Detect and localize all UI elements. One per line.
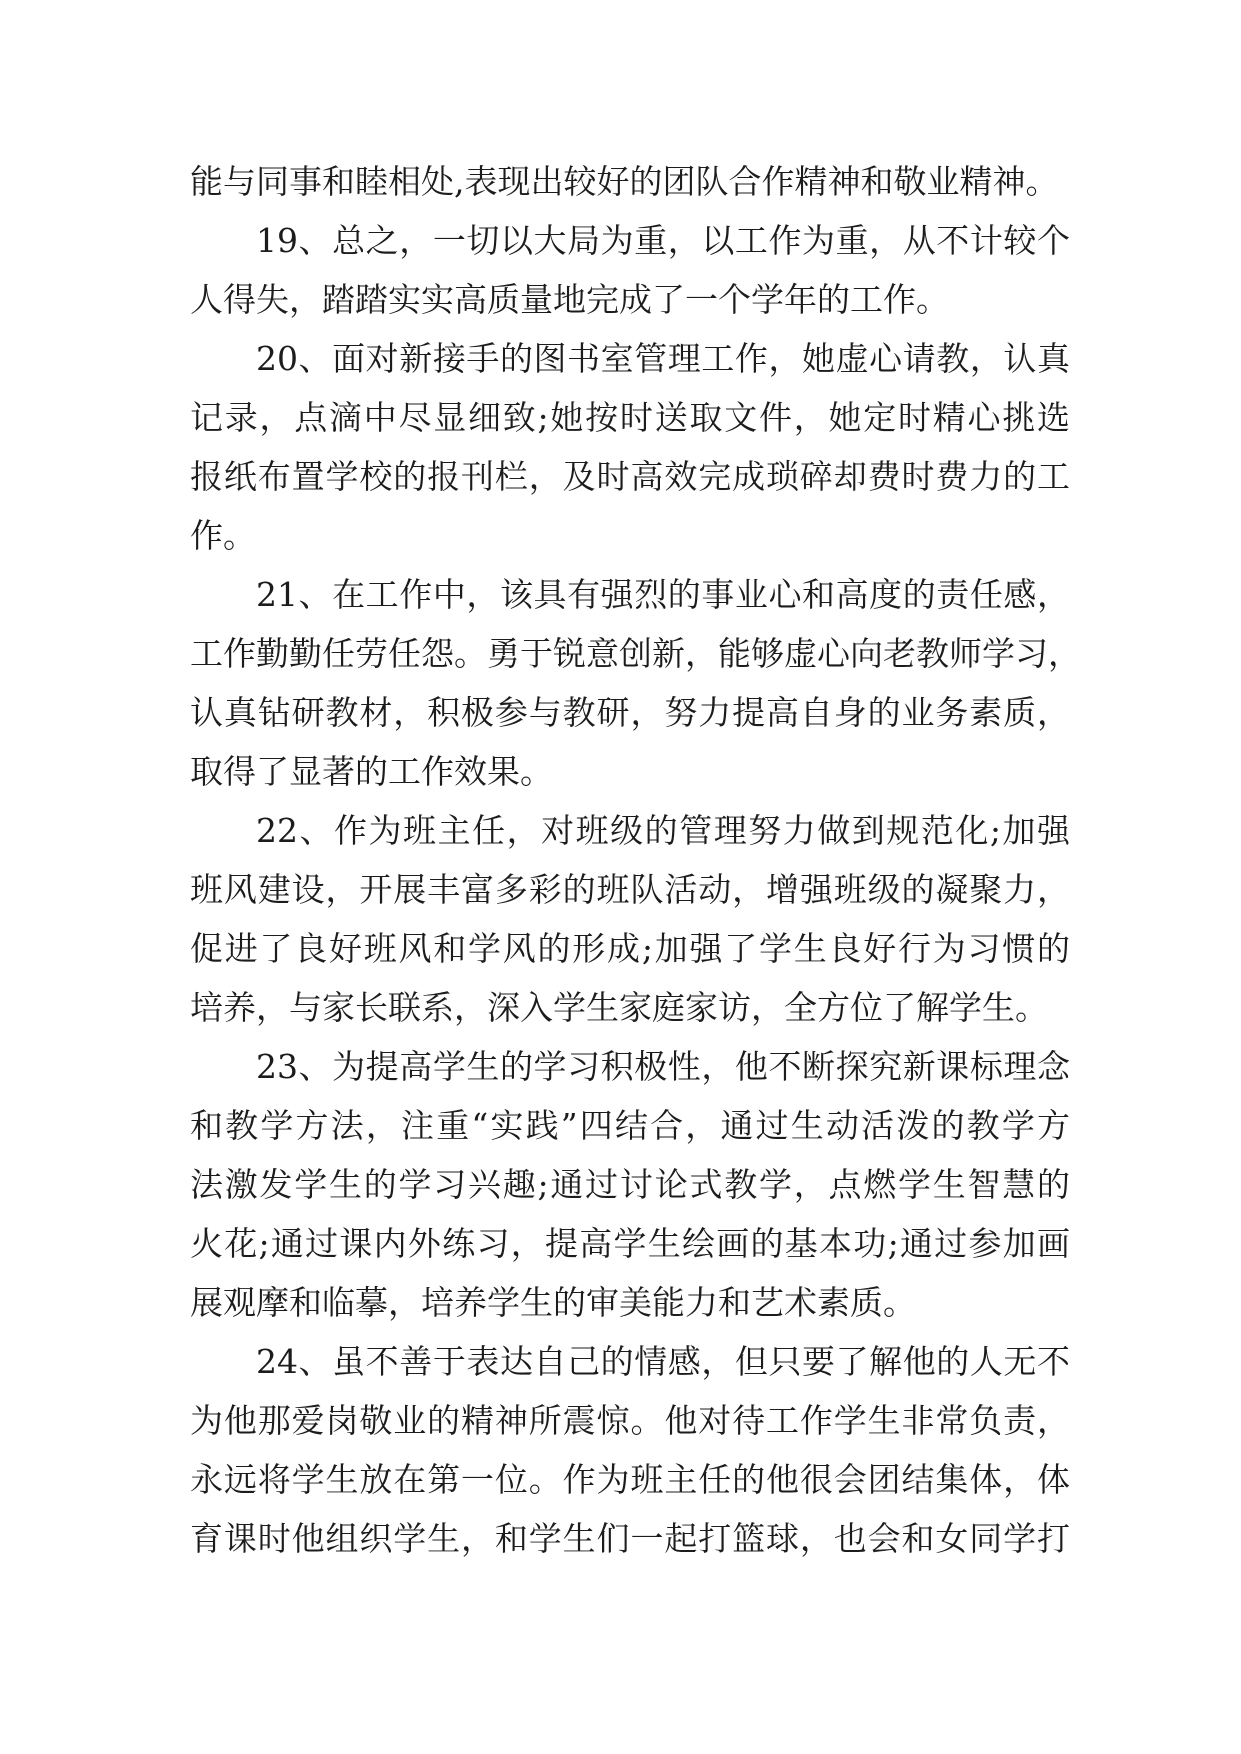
text-line: 24、虽不善于表达自己的情感，但只要了解他的人无不 (256, 1342, 1070, 1381)
document-body (190, 152, 1081, 1568)
text-line: 促进了良好班风和学风的形成;加强了学生良好行为习惯的 (190, 929, 1070, 968)
text-line: 报纸布置学校的报刊栏，及时高效完成琐碎却费时费力的工 (190, 457, 1070, 496)
text-line: 20、面对新接手的图书室管理工作，她虚心请教，认真 (256, 339, 1070, 378)
text-line: 认真钻研教材，积极参与教研，努力提高自身的业务素质， (190, 693, 1070, 732)
text-line: 21、在工作中，该具有强烈的事业心和高度的责任感， (256, 575, 1070, 614)
text-line: 19、总之，一切以大局为重，以工作为重，从不计较个 (256, 221, 1070, 260)
text-line: 培养，与家长联系，深入学生家庭家访，全方位了解学生。 (190, 988, 1048, 1027)
text-line: 作。 (190, 516, 256, 555)
text-line: 22、作为班主任，对班级的管理努力做到规范化;加强 (256, 811, 1070, 850)
text-line: 为他那爱岗敬业的精神所震惊。他对待工作学生非常负责， (190, 1401, 1070, 1440)
text-line: 记录，点滴中尽显细致;她按时送取文件，她定时精心挑选 (190, 398, 1070, 437)
text-line: 展观摩和临摹，培养学生的审美能力和艺术素质。 (190, 1283, 916, 1322)
text-line: 和教学方法，注重“实践”四结合，通过生动活泼的教学方 (190, 1106, 1070, 1145)
text-line: 班风建设，开展丰富多彩的班队活动，增强班级的凝聚力， (190, 870, 1070, 909)
text-line: 法激发学生的学习兴趣;通过讨论式教学，点燃学生智慧的 (190, 1165, 1070, 1204)
text-line: 工作勤勤任劳任怨。勇于锐意创新，能够虚心向老教师学习， (190, 634, 1081, 673)
text-line: 育课时他组织学生，和学生们一起打篮球，也会和女同学打 (190, 1519, 1070, 1558)
text-line: 永远将学生放在第一位。作为班主任的他很会团结集体，体 (190, 1460, 1070, 1499)
text-line: 23、为提高学生的学习积极性，他不断探究新课标理念 (256, 1047, 1070, 1086)
text-line: 火花;通过课内外练习，提高学生绘画的基本功;通过参加画 (190, 1224, 1070, 1263)
text-line: 能与同事和睦相处,表现出较好的团队合作精神和敬业精神。 (190, 162, 1059, 201)
text-line: 取得了显著的工作效果。 (190, 752, 553, 791)
text-line: 人得失，踏踏实实高质量地完成了一个学年的工作。 (190, 280, 949, 319)
